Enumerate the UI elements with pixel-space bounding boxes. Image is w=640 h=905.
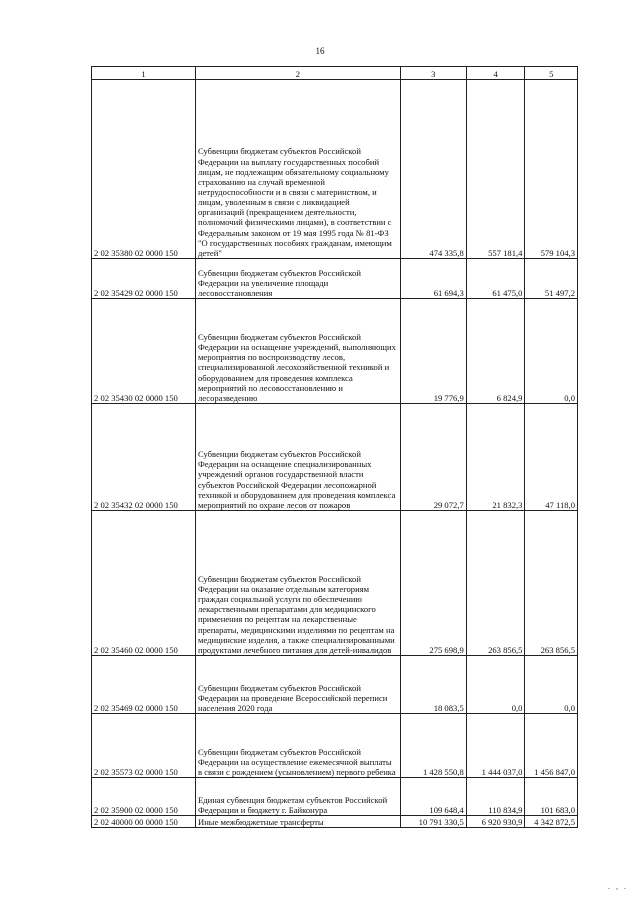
row-value-5: 51 497,2 (525, 259, 578, 299)
row-name: Субвенции бюджетам субъектов Российской Федерации на увеличение площади лесовосстановления (195, 259, 400, 299)
row-code: 2 02 35380 02 0000 150 (92, 80, 196, 259)
row-value-4: 0,0 (466, 656, 525, 714)
row-value-3: 18 083,5 (400, 656, 466, 714)
row-value-5: 101 683,0 (525, 778, 578, 816)
row-value-4: 6 920 930,9 (466, 816, 525, 828)
row-name: Субвенции бюджетам субъектов Российской Федерации на оказание отдельным категориям граждан социальной услуги по обеспечению лекарственными препаратами для медицинского применения по рецептам на лекарственные препараты, медицинскими изделиями по рецептам на медицинские изделия, а также специализированными продуктами лечебного питания для детей-инвалидов (195, 511, 400, 656)
row-value-5: 4 342 872,5 (525, 816, 578, 828)
row-name: Субвенции бюджетам субъектов Российской Федерации на оснащение специализированных учреждений органов государственной власти субъектов Российской Федерации лесопожарной техникой и оборудованием для проведения комплекса мероприятий по охране лесов от пожаров (195, 404, 400, 511)
row-code: 2 02 35900 02 0000 150 (92, 778, 196, 816)
row-code: 2 02 35460 02 0000 150 (92, 511, 196, 656)
row-value-4: 6 824,9 (466, 299, 525, 404)
row-value-4: 21 832,3 (466, 404, 525, 511)
column-header-2: 2 (195, 67, 400, 80)
row-value-4: 263 856,5 (466, 511, 525, 656)
table-row (92, 714, 578, 778)
table-header-row (92, 67, 578, 80)
row-value-4: 61 475,0 (466, 259, 525, 299)
row-value-5: 263 856,5 (525, 511, 578, 656)
row-value-3: 1 428 550,8 (400, 714, 466, 778)
row-value-5: 47 118,0 (525, 404, 578, 511)
row-value-5: 0,0 (525, 656, 578, 714)
table-row (92, 778, 578, 816)
budget-table (91, 66, 578, 828)
row-value-3: 29 072,7 (400, 404, 466, 511)
column-header-1: 1 (92, 67, 196, 80)
row-value-4: 110 834,9 (466, 778, 525, 816)
row-value-5: 0,0 (525, 299, 578, 404)
scan-marks: . , . (608, 882, 628, 891)
row-value-3: 109 648,4 (400, 778, 466, 816)
row-value-3: 474 335,8 (400, 80, 466, 259)
row-code: 2 02 40000 00 0000 150 (92, 816, 196, 828)
row-name: Единая субвенция бюджетам субъектов Российской Федерации и бюджету г. Байконура (195, 778, 400, 816)
row-code: 2 02 35430 02 0000 150 (92, 299, 196, 404)
row-value-4: 557 181,4 (466, 80, 525, 259)
table-row (92, 511, 578, 656)
table-row (92, 816, 578, 828)
row-code: 2 02 35432 02 0000 150 (92, 404, 196, 511)
row-value-3: 19 776,9 (400, 299, 466, 404)
page-number: 16 (315, 46, 325, 56)
column-header-5: 5 (525, 67, 578, 80)
row-value-3: 275 698,9 (400, 511, 466, 656)
row-value-4: 1 444 037,0 (466, 714, 525, 778)
table-row (92, 656, 578, 714)
row-code: 2 02 35429 02 0000 150 (92, 259, 196, 299)
row-code: 2 02 35573 02 0000 150 (92, 714, 196, 778)
table-row (92, 404, 578, 511)
column-header-4: 4 (466, 67, 525, 80)
row-name: Субвенции бюджетам субъектов Российской Федерации на оснащение учреждений, выполняющих мероприятия по воспроизводству лесов, специализированной лесохозяйственной техникой и оборудованием для проведения комплекса мероприятий по лесовосстановлению и лесоразведению (195, 299, 400, 404)
row-name: Субвенции бюджетам субъектов Российской Федерации на выплату государственных пособий лицам, не подлежащим обязательному социальному страхованию на случай временной нетрудоспособности и в связи с материнством, и лицам, уволенным в связи с ликвидацией организаций (прекращением деятельности, полномочий физическими лицами), в соответствии с Федеральным законом от 19 мая 1995 года № 81-ФЗ "О государственных пособиях гражданам, имеющим детей" (195, 80, 400, 259)
table-row (92, 259, 578, 299)
column-header-3: 3 (400, 67, 466, 80)
row-value-3: 61 694,3 (400, 259, 466, 299)
row-value-5: 1 456 847,0 (525, 714, 578, 778)
row-value-5: 579 104,3 (525, 80, 578, 259)
row-name: Иные межбюджетные трансферты (195, 816, 400, 828)
row-code: 2 02 35469 02 0000 150 (92, 656, 196, 714)
row-value-3: 10 791 330,5 (400, 816, 466, 828)
row-name: Субвенции бюджетам субъектов Российской Федерации на проведение Всероссийской переписи населения 2020 года (195, 656, 400, 714)
table-row (92, 299, 578, 404)
table-row (92, 80, 578, 259)
row-name: Субвенции бюджетам субъектов Российской Федерации на осуществление ежемесячной выплаты в связи с рождением (усыновлением) первого ребенка (195, 714, 400, 778)
